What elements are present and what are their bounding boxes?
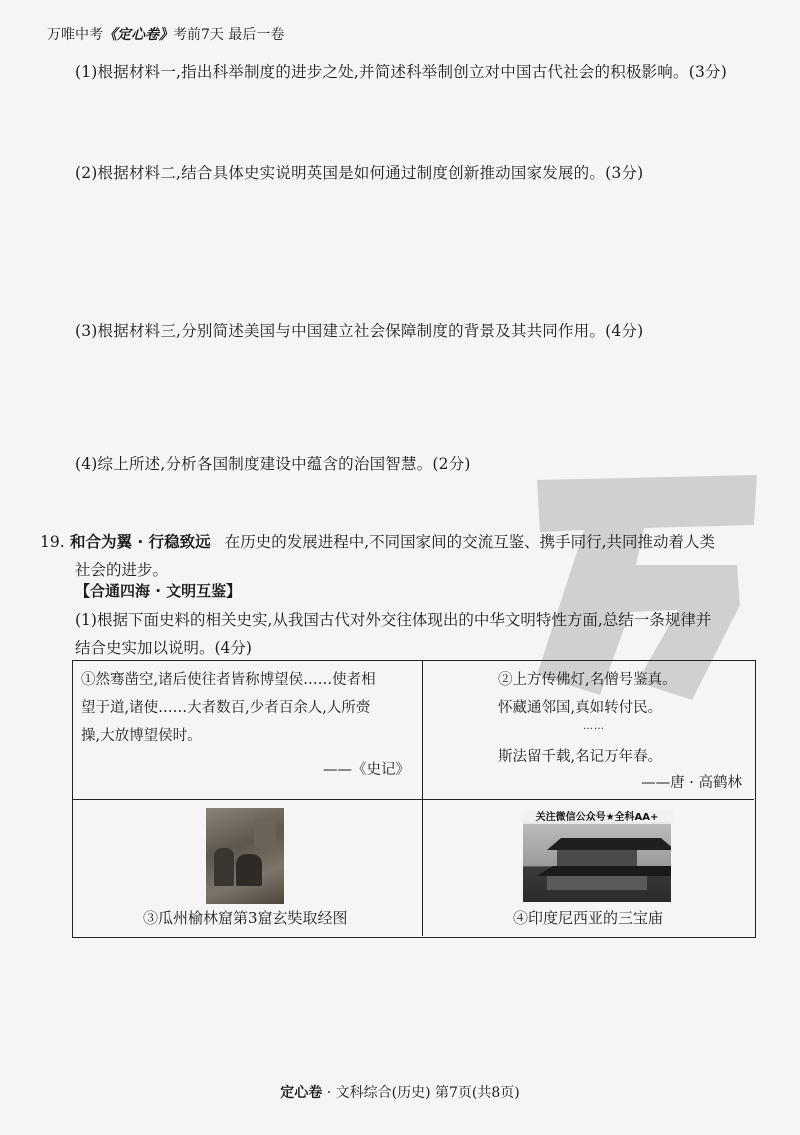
question-19-intro: 在历史的发展进程中,不同国家间的交流互鉴、携手同行,共同推动着人类 — [224, 533, 716, 551]
materials-table — [72, 660, 756, 938]
material-4-caption: ④印度尼西亚的三宝庙 — [513, 909, 664, 927]
image-watermark-banner: 关注微信公众号★全科AA+ — [521, 811, 673, 824]
question-18-part-4: (4)综上所述,分析各国制度建设中蕴含的治国智慧。(2分) — [75, 455, 471, 473]
sanbao-temple-image — [523, 822, 671, 902]
material-2-source: ——唐 · 高鹤林 — [641, 775, 742, 791]
material-2-line: ②上方传佛灯,名僧号鉴真。 — [498, 672, 677, 688]
material-1-source: ——《史记》 — [323, 762, 410, 778]
material-2-line: 斯法留千载,名记万年春。 — [498, 749, 663, 765]
question-18-part-1: (1)根据材料一,指出科举制度的进步之处,并简述科举制创立对中国古代社会的积极影响。(3分) — [75, 63, 727, 81]
question-18-part-3: (3)根据材料三,分别简述美国与中国建立社会保障制度的背景及其共同作用。(4分) — [75, 322, 644, 340]
material-2-ellipsis: …… — [583, 721, 605, 732]
section-heading: 【合通四海 · 文明互鉴】 — [75, 582, 242, 600]
material-1-text — [81, 666, 411, 750]
xuanzang-mural-image — [206, 808, 284, 904]
page-footer — [0, 1082, 800, 1102]
page-header — [47, 24, 284, 44]
footer-book: 定心卷 — [280, 1085, 323, 1101]
question-19-number: 19. — [40, 533, 65, 551]
material-4-cell — [423, 800, 754, 936]
question-19-intro-cont: 社会的进步。 — [75, 561, 169, 579]
material-3-cell — [73, 800, 423, 936]
question-19-part-1-line1: (1)根据下面史料的相关史实,从我国古代对外交往体现出的中华文明特性方面,总结一条规律并 — [75, 611, 712, 629]
header-book: 《定心卷》 — [103, 27, 173, 43]
question-19-title: 和合为翼 · 行稳致远 — [70, 533, 211, 551]
material-1-line: 望于道,诸使……大者数百,少者百余人,人所赍 — [81, 700, 371, 716]
question-18-part-2: (2)根据材料二,结合具体史实说明英国是如何通过制度创新推动国家发展的。(3分) — [75, 164, 644, 182]
header-suffix: 考前7天 最后一卷 — [173, 27, 285, 43]
question-19-part-1 — [75, 606, 765, 662]
material-2-line: 怀藏通邻国,真如转付民。 — [498, 700, 663, 716]
footer-text: · 文科综合(历史) 第7页(共8页) — [322, 1085, 520, 1101]
header-prefix: 万唯中考 — [47, 27, 103, 43]
material-1-line: 操,大放博望侯时。 — [81, 728, 202, 744]
material-2-cell — [423, 661, 754, 800]
material-3-caption: ③瓜州榆林窟第3窟玄奘取经图 — [143, 909, 348, 927]
question-19-part-1-line2: 结合史实加以说明。(4分) — [75, 639, 252, 657]
material-1-line: ①然骞凿空,诸后使往者皆称博望侯……使者相 — [81, 672, 376, 688]
question-19 — [40, 528, 760, 584]
material-1-cell — [73, 661, 423, 800]
